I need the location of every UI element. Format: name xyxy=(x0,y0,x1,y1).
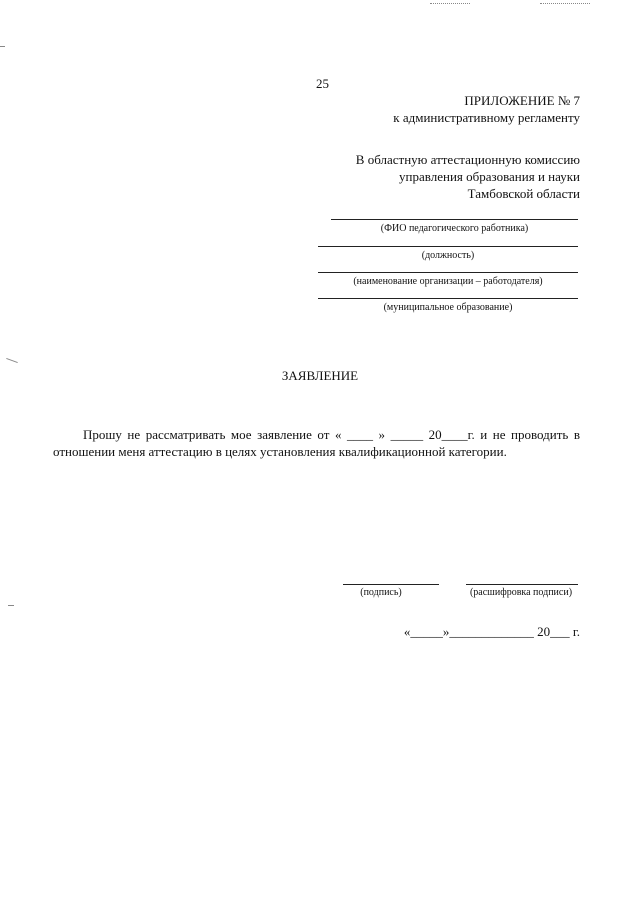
addressee-block xyxy=(356,151,580,202)
fio-field-line[interactable] xyxy=(331,219,578,220)
organization-field-caption: (наименование организации – работодателя) xyxy=(353,276,543,287)
scan-artifact xyxy=(430,3,470,4)
appendix-header xyxy=(393,92,580,126)
document-body xyxy=(53,426,580,460)
signature-transcript-caption: (расшифровка подписи) xyxy=(469,587,573,598)
addressee-line: В областную аттестационную комиссию xyxy=(355,152,580,167)
addressee-line: Тамбовской области xyxy=(467,186,580,201)
body-line: отношении меня аттестацию в целях установления квалификационной категории. xyxy=(53,444,507,459)
appendix-title: ПРИЛОЖЕНИЕ № 7 xyxy=(464,93,580,108)
appendix-subtitle: к административному регламенту xyxy=(393,110,580,125)
scan-artifact xyxy=(8,605,14,606)
municipality-field-caption: (муниципальное образование) xyxy=(383,302,513,313)
addressee-line: управления образования и науки xyxy=(399,169,580,184)
body-line: Прошу не рассматривать мое заявление от « ____ » _____ 20____г. и не проводить в xyxy=(83,427,580,442)
scan-artifact xyxy=(0,46,5,47)
document-title: ЗАЯВЛЕНИЕ xyxy=(281,368,359,383)
fio-field-caption: (ФИО педагогического работника) xyxy=(380,223,529,234)
position-field-line[interactable] xyxy=(318,246,578,247)
organization-field-line[interactable] xyxy=(318,272,578,273)
scan-artifact xyxy=(540,3,590,4)
municipality-field-line[interactable] xyxy=(318,298,578,299)
signature-caption: (подпись) xyxy=(360,587,402,598)
page-number: 25 xyxy=(316,76,329,91)
date-line[interactable]: «_____»_____________ 20___ г. xyxy=(403,624,580,639)
scan-artifact xyxy=(6,358,18,363)
signature-transcript-field-line[interactable] xyxy=(466,584,578,585)
signature-field-line[interactable] xyxy=(343,584,439,585)
position-field-caption: (должность) xyxy=(421,250,475,261)
